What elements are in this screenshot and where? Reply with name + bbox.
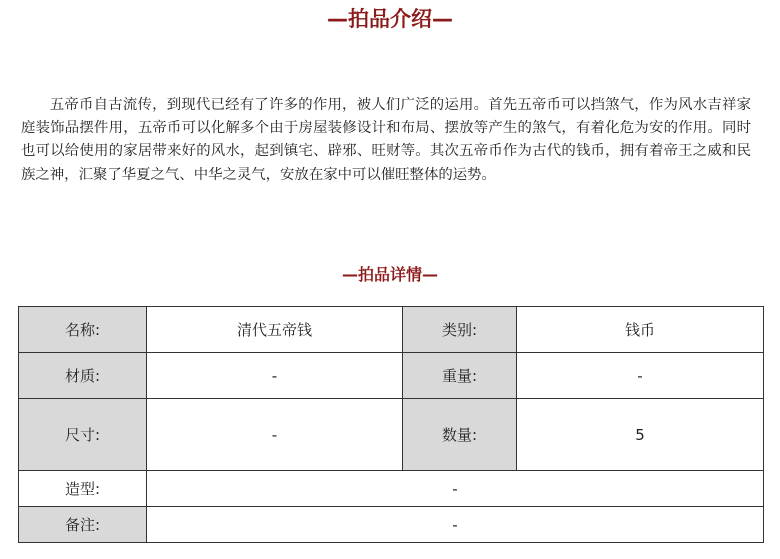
table-row: [19, 471, 764, 507]
material-label: 材质:: [19, 353, 147, 399]
name-label: 名称:: [19, 307, 147, 353]
intro-paragraph: 五帝币自古流传，到现代已经有了许多的作用，被人们广泛的运用。首先五帝币可以挡煞气，作为风水吉祥家庭装饰品摆件用，五帝币可以化解多个由于房屋装修设计和布局、摆放等产生的煞气，有着化危为安的作用。同时也可以给使用的家居带来好的风水，起到镇宅、辟邪、旺财等。其次五帝币作为古代的钱币，拥有着帝王之威和民族之神，汇聚了华夏之气、中华之灵气，安放在家中可以催旺整体的运势。: [21, 97, 751, 183]
category-value: 钱币: [517, 307, 764, 353]
weight-value: -: [517, 353, 764, 399]
size-value: -: [147, 399, 403, 471]
table-row: [19, 307, 764, 353]
quantity-value: 5: [517, 399, 764, 471]
table-row: [19, 353, 764, 399]
intro-section-title: —拍品介绍—: [327, 7, 453, 31]
quantity-label: 数量:: [403, 399, 517, 471]
name-value: 清代五帝钱: [147, 307, 403, 353]
category-label: 类别:: [403, 307, 517, 353]
remarks-label: 备注:: [19, 507, 147, 543]
shape-label: 造型:: [19, 471, 147, 507]
details-section-title: —拍品详情—: [341, 265, 438, 284]
material-value: -: [147, 353, 403, 399]
size-label: 尺寸:: [19, 399, 147, 471]
table-row: [19, 399, 764, 471]
details-table: [18, 306, 764, 543]
remarks-value: -: [147, 507, 764, 543]
shape-value: -: [147, 471, 764, 507]
table-row: [19, 507, 764, 543]
weight-label: 重量:: [403, 353, 517, 399]
